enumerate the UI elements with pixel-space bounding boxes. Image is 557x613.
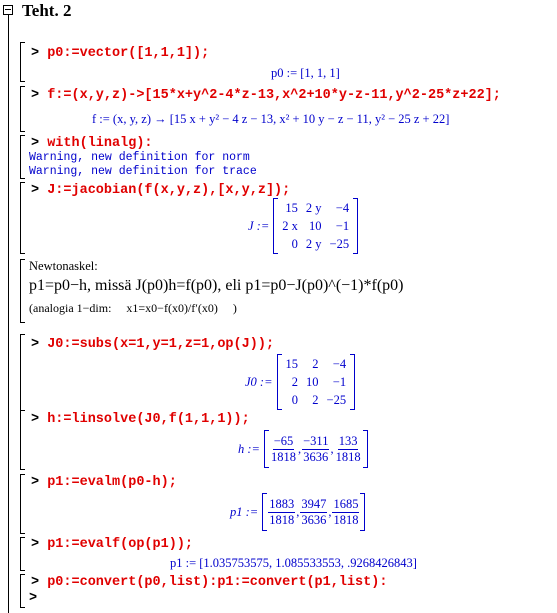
matrix-cell: 0 xyxy=(291,392,299,407)
vector-label: p1 := xyxy=(230,504,259,519)
input-line-6[interactable]: > h:=linsolve(J0,f(1,1,1)); xyxy=(31,412,250,427)
input-text: f:=(x,y,z)->[15*x+y^2-4*z-13,x^2+10*y-z-11,y^2-25*z+22]; xyxy=(47,88,501,103)
matrix-J xyxy=(248,198,358,254)
fraction: $\frac{-311}{3636}$ xyxy=(303,433,329,464)
input-line-8[interactable]: > p1:=evalf(op(p1)); xyxy=(31,537,194,552)
exec-group-2 xyxy=(20,86,21,132)
matrix-cell: −25 xyxy=(326,392,347,407)
exec-group-8 xyxy=(20,537,21,571)
input-line-7[interactable]: > p1:=evalm(p0-h); xyxy=(31,475,177,490)
empty-prompt[interactable]: > xyxy=(29,591,38,606)
input-text: with(linalg): xyxy=(47,136,153,151)
input-line-3[interactable]: > with(linalg): xyxy=(31,136,153,151)
vector-p1: p1 := $\frac{1883}{1818}$ , $\frac{3947}{3636}$ , $\frac{1685}{1818}$ xyxy=(230,493,365,531)
fraction: $\frac{-65}{1818}$ xyxy=(270,433,296,464)
text-analogy: (analogia 1−dim: x1=x0−f(x0)/f′(x0) ) xyxy=(29,301,237,315)
output-f: f := (x, y, z) → [15 x + y² − 4 z − 13, x² + 10 y − z − 11, y² − 25 z + 22] xyxy=(92,112,450,126)
matrix-label: J := xyxy=(248,218,270,233)
input-text: p1:=evalf(op(p1)); xyxy=(47,537,194,552)
matrix-cell: 10 xyxy=(309,218,322,233)
input-text: p0:=vector([1,1,1]); xyxy=(47,46,210,61)
left-bracket xyxy=(262,493,267,531)
input-line-4[interactable]: > J:=jacobian(f(x,y,z),[x,y,z]); xyxy=(31,183,291,198)
matrix-cell: 2 y xyxy=(305,200,322,215)
fraction: $\frac{1883}{1818}$ xyxy=(269,496,295,527)
input-line-5[interactable]: > J0:=subs(x=1,y=1,z=1,op(J)); xyxy=(31,337,275,352)
text-formula: p1=p0−h, missä J(p0)h=f(p0), eli p1=p0−J(p0)^(−1)*f(p0) xyxy=(29,277,404,294)
matrix-cell: 2 xyxy=(312,356,319,371)
fraction: $\frac{3947}{3636}$ xyxy=(301,496,327,527)
exec-group-9 xyxy=(20,574,21,608)
exec-group-5 xyxy=(20,334,21,411)
exec-group-4 xyxy=(20,182,21,254)
input-text: p1:=evalm(p0-h); xyxy=(47,475,177,490)
matrix-cell: 10 xyxy=(306,374,319,389)
right-bracket xyxy=(353,198,358,254)
text-group xyxy=(20,259,21,323)
section-collapse-toggle[interactable] xyxy=(3,5,13,15)
input-line-9[interactable]: > p0:=convert(p0,list):p1:=convert(p1,list): xyxy=(31,575,388,590)
input-line-1[interactable]: > p0:=vector([1,1,1]); xyxy=(31,46,210,61)
matrix-cell: −4 xyxy=(332,356,347,371)
warning-trace: Warning, new definition for trace xyxy=(29,165,257,178)
matrix-cell: 2 x xyxy=(282,218,298,233)
exec-group-6 xyxy=(20,410,21,470)
output-p0: p0 := [1, 1, 1] xyxy=(271,66,340,80)
exec-group-3 xyxy=(20,135,21,179)
matrix-cell: 15 xyxy=(285,200,298,215)
right-bracket xyxy=(360,493,365,531)
input-text: J0:=subs(x=1,y=1,z=1,op(J)); xyxy=(47,337,275,352)
input-text: h:=linsolve(J0,f(1,1,1)); xyxy=(47,412,250,427)
input-text: J:=jacobian(f(x,y,z),[x,y,z]); xyxy=(47,183,291,198)
right-bracket xyxy=(350,354,355,410)
section-title: Teht. 2 xyxy=(22,1,72,20)
matrix-cell: 0 xyxy=(291,236,298,251)
matrix-cell: −1 xyxy=(335,218,350,233)
fraction: $\frac{1685}{1818}$ xyxy=(333,496,359,527)
matrix-cell: −1 xyxy=(332,374,347,389)
warning-norm: Warning, new definition for norm xyxy=(29,151,250,164)
vector-label: h := xyxy=(238,441,260,456)
matrix-cell: 2 xyxy=(291,374,299,389)
matrix-cell: 2 y xyxy=(305,236,322,251)
input-line-2[interactable]: > f:=(x,y,z)->[15*x+y^2-4*z-13,x^2+10*y-z-11,y^2-25*z+22]; xyxy=(31,88,501,103)
matrix-cell: 2 xyxy=(312,392,319,407)
fraction: $\frac{133}{1818}$ xyxy=(335,433,361,464)
exec-group-7 xyxy=(20,474,21,534)
section-bracket xyxy=(8,15,9,613)
matrix-J0 xyxy=(245,354,355,410)
vector-h: h := $\frac{-65}{1818}$ , $\frac{-311}{3636}$ , $\frac{133}{1818}$ xyxy=(238,430,368,468)
left-bracket xyxy=(264,430,269,468)
matrix-cell: 15 xyxy=(285,356,299,371)
matrix-cell: −25 xyxy=(329,236,350,251)
matrix-cell: −4 xyxy=(335,200,350,215)
output-p1-float: p1 := [1.035753575, 1.085533553, .9268426843] xyxy=(170,556,417,570)
input-text: p0:=convert(p0,list):p1:=convert(p1,list): xyxy=(47,575,388,590)
exec-group-1 xyxy=(20,42,21,82)
matrix-label: J0 := xyxy=(245,374,273,389)
text-heading: Newtonaskel: xyxy=(29,259,98,273)
right-bracket xyxy=(363,430,368,468)
